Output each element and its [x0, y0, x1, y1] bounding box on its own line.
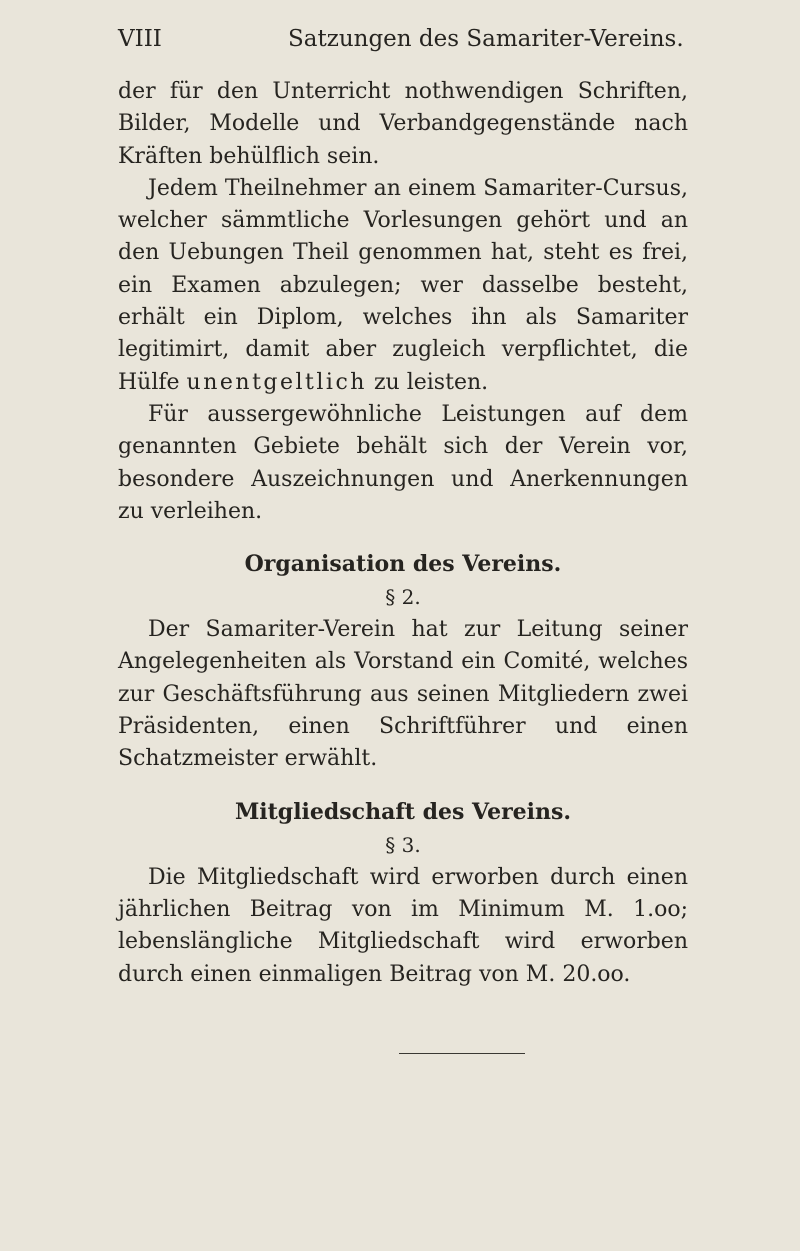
paragraph: Für aussergewöhnliche Leistungen auf dem genannten Gebiete behält sich der Verein vor, besondere Auszeichnungen und Anerkennungen zu verleihen.	[118, 401, 688, 524]
paragraph: Der Samariter-Verein hat zur Leitung seiner Angelegenheiten als Vorstand ein Comité, welches zur Geschäftsführung aus seinen Mitgliedern zwei Präsidenten, einen Schriftführer und einen Schatzmeister erwählt.	[118, 617, 688, 772]
running-header	[118, 22, 688, 62]
section-number: § 2.	[385, 585, 421, 610]
paragraph	[118, 173, 688, 399]
paragraph: der für den Unterricht nothwendigen Schriften, Bilder, Modelle und Verbandgegenstände nach Kräften behülflich sein.	[118, 79, 688, 169]
end-rule	[399, 1053, 525, 1054]
section-heading: Organisation des Vereins.	[244, 551, 562, 578]
paragraph-text: zu leisten.	[366, 369, 489, 395]
paragraph: Die Mitgliedschaft wird erworben durch einen jährlichen Beitrag von im Minimum M. 1.oo; lebenslängliche Mitgliedschaft wird erworben durch einen einmaligen Beitrag von M. 20.oo.	[118, 864, 688, 987]
page-number: VIII	[118, 26, 162, 52]
page	[118, 22, 688, 991]
section-heading: Mitgliedschaft des Vereins.	[234, 798, 572, 825]
section-number: § 3.	[385, 832, 421, 857]
paragraph-text: Jedem Theilnehmer an einem Samariter-Cursus, welcher sämmtliche Vorlesungen gehört und an den Uebungen Theil genommen hat, steht es frei, ein Examen abzulegen; wer dasselbe besteht, erhält ein Diplom, welches ihn als Samariter legitimirt, damit aber zugleich verpflichtet, die Hülfe	[118, 175, 688, 395]
emphasized-word: unentgeltlich	[186, 369, 367, 395]
body-text	[118, 76, 688, 991]
running-title: Satzungen des Samariter-Vereins.	[288, 26, 684, 52]
